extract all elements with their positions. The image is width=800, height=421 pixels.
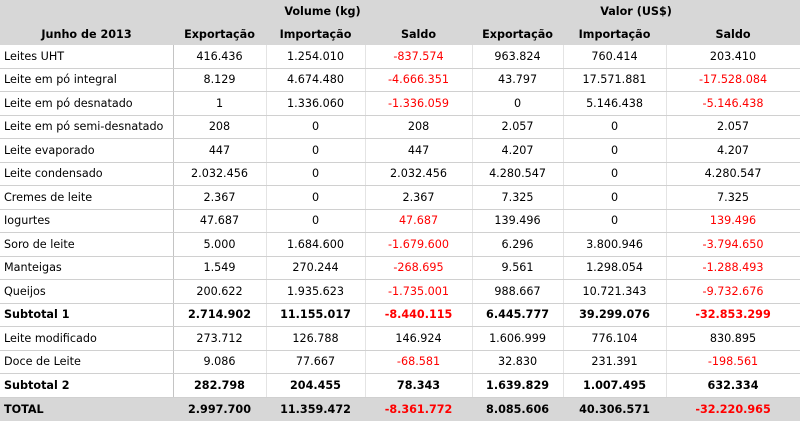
- table-row: [0, 139, 800, 163]
- value-cell: 1: [173, 92, 266, 116]
- value-cell: 231.391: [563, 350, 666, 374]
- value-cell: 270.244: [266, 256, 365, 280]
- value-cell: 139.496: [666, 209, 800, 233]
- value-cell: 208: [365, 115, 472, 139]
- value-cell: 6.445.777: [472, 303, 563, 327]
- valor-group-header: Valor (US$): [472, 0, 800, 23]
- value-cell: 2.057: [472, 115, 563, 139]
- row-label: Leite em pó desnatado: [0, 92, 173, 116]
- value-cell: 1.639.829: [472, 374, 563, 398]
- row-label: TOTAL: [0, 397, 173, 421]
- table-row: [0, 350, 800, 374]
- value-cell: 2.032.456: [173, 162, 266, 186]
- row-label: Subtotal 1: [0, 303, 173, 327]
- table-row: [0, 233, 800, 257]
- row-label: Soro de leite: [0, 233, 173, 257]
- table-row: [0, 374, 800, 398]
- value-cell: -198.561: [666, 350, 800, 374]
- value-cell: -837.574: [365, 45, 472, 68]
- value-cell: 1.935.623: [266, 280, 365, 304]
- value-cell: 963.824: [472, 45, 563, 68]
- row-label: Queijos: [0, 280, 173, 304]
- table-row: [0, 162, 800, 186]
- value-cell: 8.129: [173, 68, 266, 92]
- value-cell: 17.571.881: [563, 68, 666, 92]
- value-cell: -4.666.351: [365, 68, 472, 92]
- value-cell: 0: [266, 139, 365, 163]
- value-cell: 2.057: [666, 115, 800, 139]
- row-label: Leite em pó integral: [0, 68, 173, 92]
- value-cell: 776.104: [563, 327, 666, 351]
- value-cell: 7.325: [472, 186, 563, 210]
- value-cell: 6.296: [472, 233, 563, 257]
- table-row: [0, 303, 800, 327]
- value-cell: -8.361.772: [365, 397, 472, 421]
- value-cell: 5.146.438: [563, 92, 666, 116]
- column-header: Exportação: [472, 23, 563, 45]
- value-cell: 126.788: [266, 327, 365, 351]
- value-cell: 39.299.076: [563, 303, 666, 327]
- header-group-row: [0, 0, 800, 23]
- row-label: Manteigas: [0, 256, 173, 280]
- value-cell: 2.367: [173, 186, 266, 210]
- value-cell: -5.146.438: [666, 92, 800, 116]
- table-row: [0, 115, 800, 139]
- header-column-row: [0, 23, 800, 45]
- column-header: Importação: [266, 23, 365, 45]
- value-cell: 0: [266, 186, 365, 210]
- value-cell: -3.794.650: [666, 233, 800, 257]
- value-cell: 47.687: [173, 209, 266, 233]
- value-cell: 200.622: [173, 280, 266, 304]
- value-cell: 9.086: [173, 350, 266, 374]
- value-cell: -8.440.115: [365, 303, 472, 327]
- table-row: [0, 256, 800, 280]
- value-cell: 1.684.600: [266, 233, 365, 257]
- table-row: [0, 92, 800, 116]
- value-cell: 146.924: [365, 327, 472, 351]
- value-cell: 3.800.946: [563, 233, 666, 257]
- value-cell: 9.561: [472, 256, 563, 280]
- value-cell: 32.830: [472, 350, 563, 374]
- value-cell: 1.254.010: [266, 45, 365, 68]
- value-cell: 11.359.472: [266, 397, 365, 421]
- column-header: Saldo: [365, 23, 472, 45]
- value-cell: 4.207: [666, 139, 800, 163]
- value-cell: -32.220.965: [666, 397, 800, 421]
- value-cell: 0: [266, 115, 365, 139]
- row-label: Leite condensado: [0, 162, 173, 186]
- value-cell: 632.334: [666, 374, 800, 398]
- value-cell: -9.732.676: [666, 280, 800, 304]
- value-cell: 1.336.060: [266, 92, 365, 116]
- table-body: [0, 45, 800, 421]
- value-cell: -268.695: [365, 256, 472, 280]
- value-cell: -17.528.084: [666, 68, 800, 92]
- value-cell: 416.436: [173, 45, 266, 68]
- value-cell: 47.687: [365, 209, 472, 233]
- table-row: [0, 68, 800, 92]
- value-cell: -1.679.600: [365, 233, 472, 257]
- value-cell: 760.414: [563, 45, 666, 68]
- value-cell: 11.155.017: [266, 303, 365, 327]
- value-cell: 77.667: [266, 350, 365, 374]
- value-cell: 447: [365, 139, 472, 163]
- value-cell: 273.712: [173, 327, 266, 351]
- row-label-header: Junho de 2013: [0, 23, 173, 45]
- value-cell: 0: [563, 186, 666, 210]
- column-header: Importação: [563, 23, 666, 45]
- value-cell: 2.032.456: [365, 162, 472, 186]
- value-cell: -1.288.493: [666, 256, 800, 280]
- value-cell: 0: [266, 209, 365, 233]
- table-row: [0, 45, 800, 68]
- value-cell: 0: [563, 209, 666, 233]
- value-cell: 0: [563, 162, 666, 186]
- header-corner: [0, 0, 173, 23]
- table-row: [0, 280, 800, 304]
- value-cell: 43.797: [472, 68, 563, 92]
- value-cell: 0: [563, 139, 666, 163]
- value-cell: 1.007.495: [563, 374, 666, 398]
- row-label: Leite modificado: [0, 327, 173, 351]
- value-cell: 203.410: [666, 45, 800, 68]
- value-cell: 4.207: [472, 139, 563, 163]
- value-cell: 10.721.343: [563, 280, 666, 304]
- value-cell: 78.343: [365, 374, 472, 398]
- value-cell: 8.085.606: [472, 397, 563, 421]
- value-cell: 2.997.700: [173, 397, 266, 421]
- value-cell: 4.674.480: [266, 68, 365, 92]
- row-label: Subtotal 2: [0, 374, 173, 398]
- value-cell: 7.325: [666, 186, 800, 210]
- value-cell: -32.853.299: [666, 303, 800, 327]
- value-cell: 1.298.054: [563, 256, 666, 280]
- volume-group-header: Volume (kg): [173, 0, 472, 23]
- row-label: Doce de Leite: [0, 350, 173, 374]
- row-label: Iogurtes: [0, 209, 173, 233]
- row-label: Leite evaporado: [0, 139, 173, 163]
- value-cell: 40.306.571: [563, 397, 666, 421]
- column-header: Saldo: [666, 23, 800, 45]
- value-cell: 5.000: [173, 233, 266, 257]
- table-row: [0, 186, 800, 210]
- row-label: Leites UHT: [0, 45, 173, 68]
- column-header: Exportação: [173, 23, 266, 45]
- value-cell: 988.667: [472, 280, 563, 304]
- value-cell: 139.496: [472, 209, 563, 233]
- value-cell: -1.735.001: [365, 280, 472, 304]
- value-cell: 1.549: [173, 256, 266, 280]
- value-cell: -68.581: [365, 350, 472, 374]
- value-cell: -1.336.059: [365, 92, 472, 116]
- table-row: [0, 327, 800, 351]
- value-cell: 282.798: [173, 374, 266, 398]
- row-label: Cremes de leite: [0, 186, 173, 210]
- table-row: [0, 209, 800, 233]
- value-cell: 204.455: [266, 374, 365, 398]
- value-cell: 4.280.547: [472, 162, 563, 186]
- value-cell: 447: [173, 139, 266, 163]
- value-cell: 1.606.999: [472, 327, 563, 351]
- value-cell: 4.280.547: [666, 162, 800, 186]
- value-cell: 0: [472, 92, 563, 116]
- value-cell: 2.714.902: [173, 303, 266, 327]
- row-label: Leite em pó semi-desnatado: [0, 115, 173, 139]
- value-cell: 830.895: [666, 327, 800, 351]
- value-cell: 0: [266, 162, 365, 186]
- value-cell: 208: [173, 115, 266, 139]
- value-cell: 0: [563, 115, 666, 139]
- value-cell: 2.367: [365, 186, 472, 210]
